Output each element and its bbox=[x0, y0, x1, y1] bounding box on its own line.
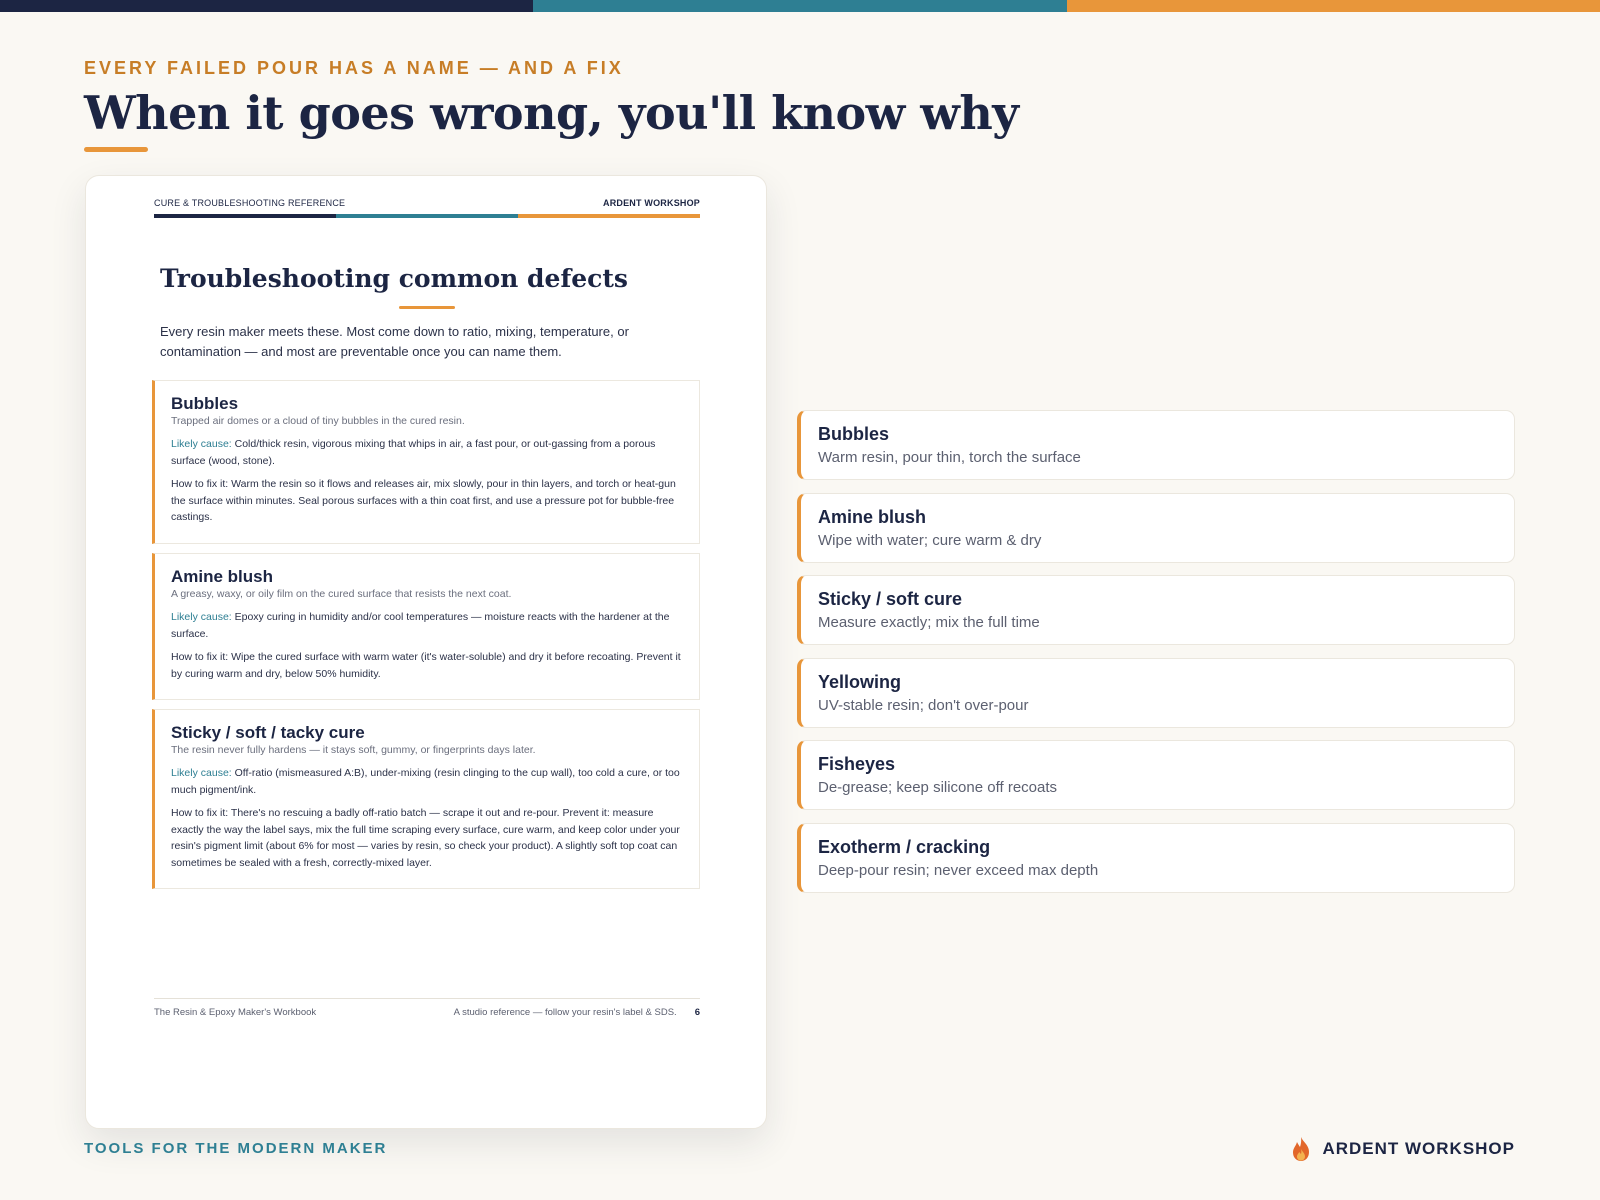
cause-label: Likely cause: bbox=[171, 767, 232, 779]
eyebrow-text: EVERY FAILED POUR HAS A NAME — AND A FIX bbox=[84, 58, 624, 78]
defect-fix: How to fix it: Warm the resin so it flows and releases air, mix slowly, pour in thin layers, and torch or heat-gun the surface within minutes. Seal porous surfaces with a thin coat first, and use a pressure pot for bubble-free castings. bbox=[171, 478, 676, 523]
doc-header-rule bbox=[154, 214, 700, 218]
doc-footer bbox=[154, 1007, 700, 1018]
defect-name: Bubbles bbox=[171, 394, 239, 413]
doc-footer-rule bbox=[154, 998, 700, 999]
card-title: Fisheyes bbox=[818, 754, 896, 775]
cause-label: Likely cause: bbox=[171, 611, 232, 623]
flame-icon bbox=[1290, 1136, 1312, 1162]
doc-footer-left: The Resin & Epoxy Maker's Workbook bbox=[154, 1007, 317, 1018]
cause-text: Cold/thick resin, vigorous mixing that whips in air, a fast pour, or out-gassing from a porous surface (wood, stone). bbox=[171, 438, 656, 467]
defect-subtitle: The resin never fully hardens — it stays soft, gummy, or fingerprints days later. bbox=[171, 744, 536, 756]
card-fix: Deep-pour resin; never exceed max depth bbox=[818, 861, 1099, 879]
brand-logo bbox=[1290, 1136, 1515, 1162]
brand-name: ARDENT WORKSHOP bbox=[1322, 1139, 1515, 1158]
quick-fix-card-sticky-cure bbox=[797, 575, 1515, 645]
defect-sticky-cure bbox=[152, 709, 700, 889]
quick-fix-list bbox=[797, 410, 1515, 906]
quick-fix-card-bubbles bbox=[797, 410, 1515, 480]
defect-cause bbox=[171, 609, 685, 642]
footer-tagline: TOOLS FOR THE MODERN MAKER bbox=[84, 1140, 388, 1157]
card-fix: Wipe with water; cure warm & dry bbox=[818, 531, 1042, 549]
card-fix: UV-stable resin; don't over-pour bbox=[818, 696, 1029, 714]
defect-name: Sticky / soft / tacky cure bbox=[171, 723, 365, 742]
card-fix: Measure exactly; mix the full time bbox=[818, 614, 1040, 632]
title-underline bbox=[84, 147, 148, 152]
doc-header bbox=[154, 198, 700, 218]
card-title: Exotherm / cracking bbox=[818, 836, 991, 857]
defect-cause bbox=[171, 436, 685, 469]
card-title: Bubbles bbox=[818, 424, 890, 444]
cause-label: Likely cause: bbox=[171, 438, 232, 450]
quick-fix-card-amine-blush bbox=[797, 493, 1515, 563]
cause-text: Off-ratio (mismeasured A:B), under-mixing (resin clinging to the cup wall), too cold a cure, or too much pigment/ink. bbox=[171, 767, 680, 796]
defect-cause bbox=[171, 765, 685, 798]
card-title: Yellowing bbox=[818, 671, 902, 692]
defect-bubbles bbox=[152, 380, 700, 544]
page-title: When it goes wrong, you'll know why bbox=[84, 86, 1019, 140]
defect-subtitle: Trapped air domes or a cloud of tiny bubbles in the cured resin. bbox=[171, 415, 465, 427]
card-title: Sticky / soft cure bbox=[818, 589, 963, 610]
doc-title-underline bbox=[399, 306, 455, 309]
defect-amine-blush bbox=[152, 553, 700, 700]
doc-title: Troubleshooting common defects bbox=[160, 264, 628, 293]
card-title: Amine blush bbox=[818, 506, 927, 527]
doc-intro: Every resin maker meets these. Most come down to ratio, mixing, temperature, or contamination — and most are preventable once you can name them. bbox=[160, 324, 629, 359]
page-number: 6 bbox=[694, 1007, 700, 1018]
cause-text: Epoxy curing in humidity and/or cool temperatures — moisture reacts with the hardener at the surface. bbox=[171, 611, 670, 640]
doc-header-right: ARDENT WORKSHOP bbox=[603, 198, 700, 208]
defect-fix: How to fix it: Wipe the cured surface with warm water (it's water-soluble) and dry it before recoating. Prevent it by curing warm and dry, below 50% humidity. bbox=[171, 651, 681, 680]
quick-fix-card-yellowing bbox=[797, 658, 1515, 728]
card-fix: Warm resin, pour thin, torch the surface bbox=[818, 449, 1081, 466]
document-page bbox=[85, 175, 767, 1129]
card-fix: De-grease; keep silicone off recoats bbox=[818, 779, 1058, 797]
quick-fix-card-fisheyes bbox=[797, 740, 1515, 810]
doc-footer-right: A studio reference — follow your resin's label & SDS. bbox=[453, 1007, 677, 1018]
doc-header-left: CURE & TROUBLESHOOTING REFERENCE bbox=[154, 198, 346, 208]
accent-navy bbox=[0, 0, 533, 12]
quick-fix-card-exotherm bbox=[797, 823, 1515, 893]
defect-subtitle: A greasy, waxy, or oily film on the cured surface that resists the next coat. bbox=[171, 588, 512, 600]
defect-fix: How to fix it: There's no rescuing a badly off-ratio batch — scrape it out and re-pour. Prevent it: measure exactly the way the label says, mix the full time scraping every surface, cure warm, and keep color under your resin's pigment limit (about 6% for most — varies by resin, so check your product). A slightly soft top coat can sometimes be sealed with a fresh, correctly-mixed layer. bbox=[171, 807, 680, 869]
accent-orange bbox=[1067, 0, 1600, 12]
top-accent-bar bbox=[0, 0, 1600, 12]
accent-teal bbox=[533, 0, 1066, 12]
defect-name: Amine blush bbox=[171, 567, 274, 586]
